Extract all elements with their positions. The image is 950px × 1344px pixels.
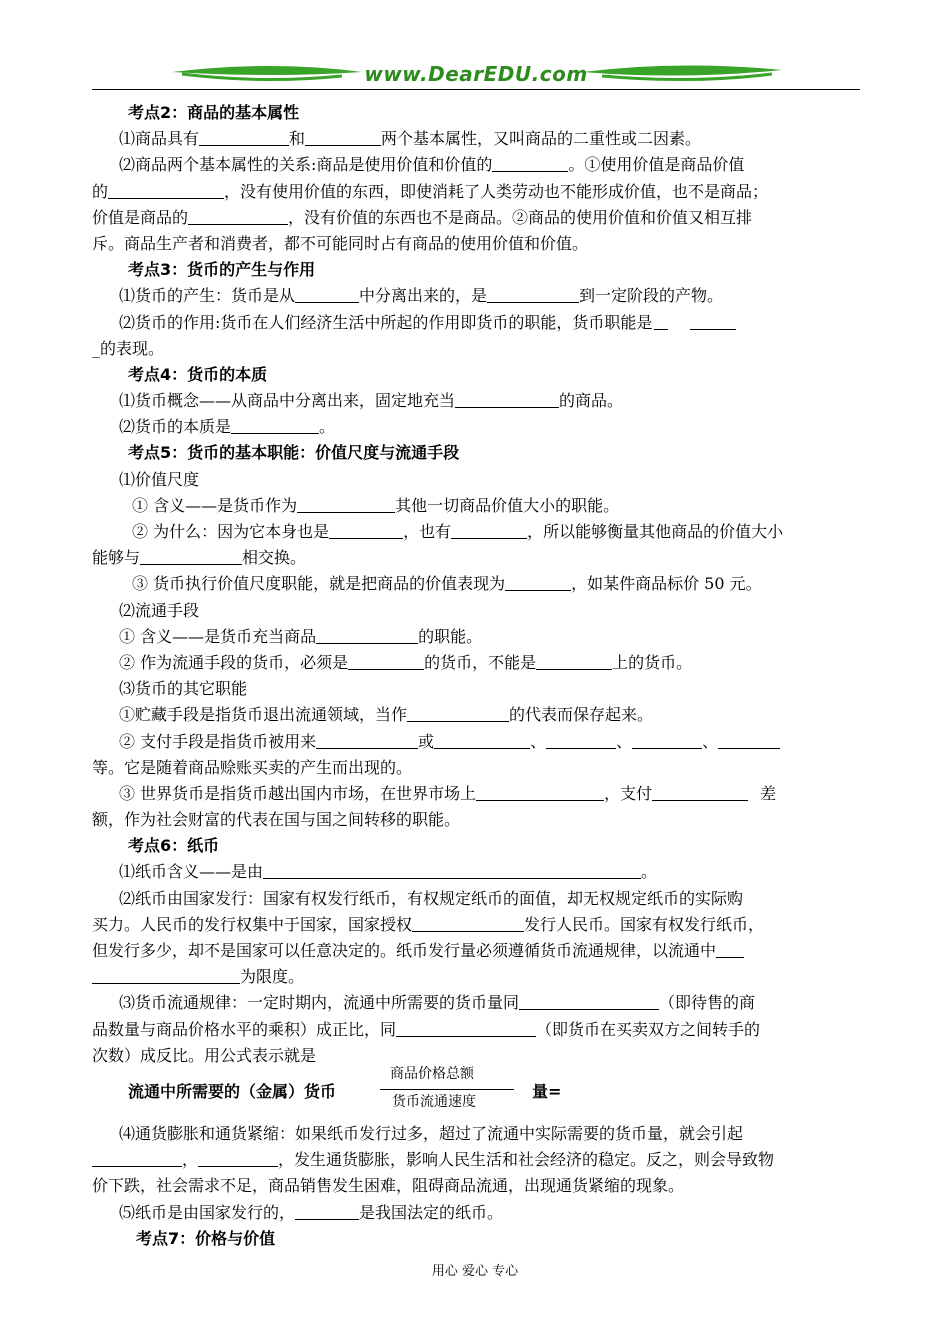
fill-blank[interactable] [716,941,744,958]
fill-blank[interactable] [316,732,418,749]
fill-blank[interactable] [412,915,524,932]
fill-blank[interactable] [348,653,424,670]
s6-para-2-line-4: 为限度。 [92,964,860,990]
section-3-title: 考点3：货币的产生与作用 [128,260,316,280]
formula-right: 量= [532,1081,562,1101]
s5-a2-line-2: 能够与 相交换。 [92,548,307,568]
fill-blank[interactable] [396,1020,536,1037]
fill-blank[interactable] [140,548,242,565]
s4-para-2: ⑵货币的本质是 。 [119,417,336,437]
fill-blank[interactable] [492,155,568,172]
fill-blank[interactable] [536,653,612,670]
s6-para-2-line-2: 买力。人民币的发行权集中于国家，国家授权 发行人民币。国家有权发行纸币， [92,914,765,934]
s5-a2: ② 为什么：因为它本身也是 ，也有 ，所以能够衡量其他商品的价值大小 [132,522,784,541]
s6-para-3: ⑶货币流通规律：一定时期内，流通中所需要的货币量同 （即待售的商 [119,993,756,1013]
s6-para-3-line-2: 品数量与商品价格水平的乘积）成正比，同 （即货币在买卖双方之间转手的 [92,1019,761,1039]
fill-blank[interactable] [295,286,359,303]
section-2-title: 考点2：商品的基本属性 [128,103,300,122]
page-footer: 用心 爱心 专心 [431,1264,519,1279]
fill-blank[interactable] [198,1150,278,1167]
s5-a1: ① 含义——是货币作为 其他一切商品价值大小的职能。 [132,495,620,515]
s5-c1: ①贮藏手段是指货币退出流通领域，当作 的代表而保存起来。 [119,705,654,725]
formula-denominator: 货币流通速度 [392,1093,476,1110]
formula-numerator: 商品价格总额 [390,1065,474,1082]
fill-blank[interactable] [92,967,240,984]
fill-blank[interactable] [295,1203,359,1220]
s6-para-5: ⑸纸币是由国家发行的， 是我国法定的纸币。 [119,1202,504,1222]
s2-para-2-line-3: 价值是商品的 ，没有价值的东西也不是商品。②商品的使用价值和价值又相互排 [92,207,753,227]
section-7-title: 考点7：价格与价值 [136,1228,276,1248]
s4-para-1: ⑴货币概念——从商品中分离出来，固定地充当 的商品。 [119,391,624,411]
s6-para-2-line-3: 但发行多少，却不是国家可以任意决定的。纸币发行量必须遵循货币流通规律，以流通中 [92,938,860,964]
fill-blank[interactable] [305,129,381,146]
s5-circulation: ⑵流通手段 [119,600,200,620]
fill-blank[interactable] [434,732,530,749]
s5-c2: ② 支付手段是指货币被用来 或 、 、 、 [92,729,860,755]
fill-blank[interactable] [654,313,668,330]
fill-blank[interactable] [476,784,604,801]
fill-blank[interactable] [546,732,616,749]
s5-value-measure: ⑴价值尺度 [119,469,200,489]
site-logo-text: www.DearEDU.com [364,62,588,86]
fill-blank[interactable] [316,627,418,644]
s2-para-2-line-2: 的 ，没有使用价值的东西，即使消耗了人类劳动也不能形成价值，也不是商品； [92,181,769,201]
fill-blank[interactable] [718,732,780,749]
s5-b1: ① 含义——是货币充当商品 的职能。 [119,626,483,646]
fill-blank[interactable] [92,1150,182,1167]
money-circulation-formula [92,1065,860,1121]
s5-a3: ③ 货币执行价值尺度职能，就是把商品的价值表现为 ，如某件商品标价 50 元。 [132,574,762,594]
fill-blank[interactable] [652,784,748,801]
fill-blank[interactable] [487,286,579,303]
s6-para-4: ⑷通货膨胀和通货紧缩：如果纸币发行过多，超过了流通中实际需要的货币量，就会引起 [119,1123,744,1143]
section-4-title: 考点4：货币的本质 [128,364,268,384]
section-5-title: 考点5：货币的基本职能：价值尺度与流通手段 [128,443,460,463]
s3-para-2: ⑵货币的作用:货币在人们经济生活中所起的作用即货币的职能，货币职能是 [92,310,860,336]
fill-blank[interactable] [632,732,702,749]
fill-blank[interactable] [263,862,641,879]
s5-b2: ② 作为流通手段的货币，必须是 的货币，不能是 上的货币。 [119,652,693,672]
s5-c3: ③ 世界货币是指货币越出国内市场，在世界市场上 ，支付 差 [119,783,777,803]
formula-left: 流通中所需要的（金属）货币 [128,1081,337,1101]
s5-c3-line-2: 额，作为社会财富的代表在国与国之间转移的职能。 [92,810,461,830]
fill-blank[interactable] [188,208,288,225]
site-header-logo [92,58,860,90]
fill-blank[interactable] [108,182,224,199]
fill-blank[interactable] [407,705,509,722]
fill-blank[interactable] [297,496,395,513]
fill-blank[interactable] [231,417,319,434]
s3-para-2-line-2: _的表现。 [92,338,165,358]
fill-blank[interactable] [505,574,571,591]
s5-other-functions: ⑶货币的其它职能 [119,679,248,699]
s5-c2-line-2: 等。它是随着商品赊账买卖的产生而出现的。 [92,757,413,777]
s6-para-4-line-2: ， ，发生通货膨胀，影响人民生活和社会经济的稳定。反之，则会导致物 [92,1147,860,1173]
s6-para-3-line-3: 次数）成反比。用公式表示就是 [92,1045,317,1065]
s6-para-4-line-3: 价下跌，社会需求不足，商品销售发生困难，阻碍商品流通，出现通货紧缩的现象。 [92,1176,685,1196]
header-rule [92,89,860,90]
s2-para-2: ⑵商品两个基本属性的关系:商品是使用价值和价值的 。①使用价值是商品价值 [119,155,745,175]
section-6-title: 考点6：纸币 [128,836,220,856]
fill-blank[interactable] [455,391,559,408]
s6-para-1: ⑴纸币含义——是由 。 [119,862,658,882]
fill-blank[interactable] [690,313,736,330]
fill-blank[interactable] [199,129,289,146]
s2-para-1: ⑴商品具有 和 两个基本属性，又叫商品的二重性或二因素。 [119,129,702,149]
fill-blank[interactable] [329,522,403,539]
s2-para-2-line-4: 斥。商品生产者和消费者，都不可能同时占有商品的使用价值和价值。 [92,233,589,253]
formula-fraction-bar [380,1089,514,1090]
fill-blank[interactable] [519,993,659,1010]
s3-para-1: ⑴货币的产生：货币是从 中分离出来的，是 到一定阶段的产物。 [119,286,724,306]
fill-blank[interactable] [451,522,527,539]
s6-para-2: ⑵纸币由国家发行：国家有权发行纸币，有权规定纸币的面值，却无权规定纸币的实际购 [119,888,744,908]
document-body [92,100,860,1252]
